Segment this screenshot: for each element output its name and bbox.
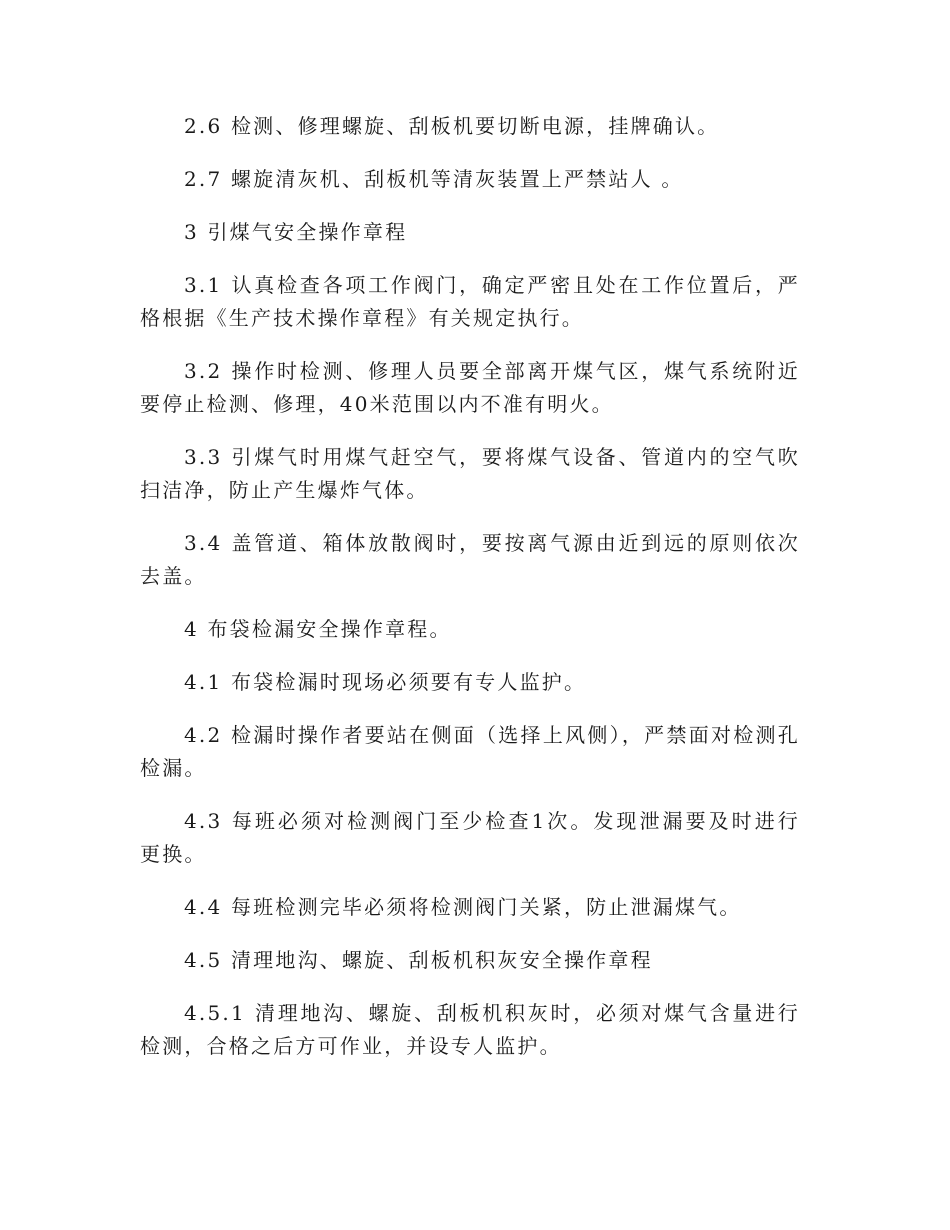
paragraph-3-2: 3.2 操作时检测、修理人员要全部离开煤气区，煤气系统附近要停止检测、修理，40米范围以内不准有明火。 [140,359,800,416]
section-heading-3: 3 引煤气安全操作章程 [184,220,408,244]
document-body [140,110,800,1083]
section-heading-4: 4 布袋检漏安全操作章程。 [184,617,452,641]
paragraph-3-1: 3.1 认真检查各项工作阀门，确定严密且处在工作位置后，严格根据《生产技术操作章程》有关规定执行。 [140,273,800,330]
paragraph-4-3: 4.3 每班必须对检测阀门至少检查1次。发现泄漏要及时进行更换。 [140,809,800,866]
paragraph-3-4: 3.4 盖管道、箱体放散阀时，要按离气源由近到远的原则依次去盖。 [140,531,800,588]
paragraph-2-7: 2.7 螺旋清灰机、刮板机等清灰装置上严禁站人 。 [184,167,684,191]
paragraph-3-3: 3.3 引煤气时用煤气赶空气，要将煤气设备、管道内的空气吹扫洁净，防止产生爆炸气体。 [140,445,800,502]
paragraph-4-1: 4.1 布袋检漏时现场必须要有专人监护。 [184,670,587,694]
subsection-heading-4-5: 4.5 清理地沟、螺旋、刮板机积灰安全操作章程 [184,948,653,972]
paragraph-4-5-1: 4.5.1 清理地沟、螺旋、刮板机积灰时，必须对煤气含量进行检测，合格之后方可作业，并设专人监护。 [140,1001,800,1058]
paragraph-4-2: 4.2 检漏时操作者要站在侧面（选择上风侧），严禁面对检测孔检漏。 [140,723,800,780]
paragraph-4-4: 4.4 每班检测完毕必须将检测阀门关紧，防止泄漏煤气。 [184,895,742,919]
paragraph-2-6: 2.6 检测、修理螺旋、刮板机要切断电源，挂牌确认。 [184,114,720,138]
